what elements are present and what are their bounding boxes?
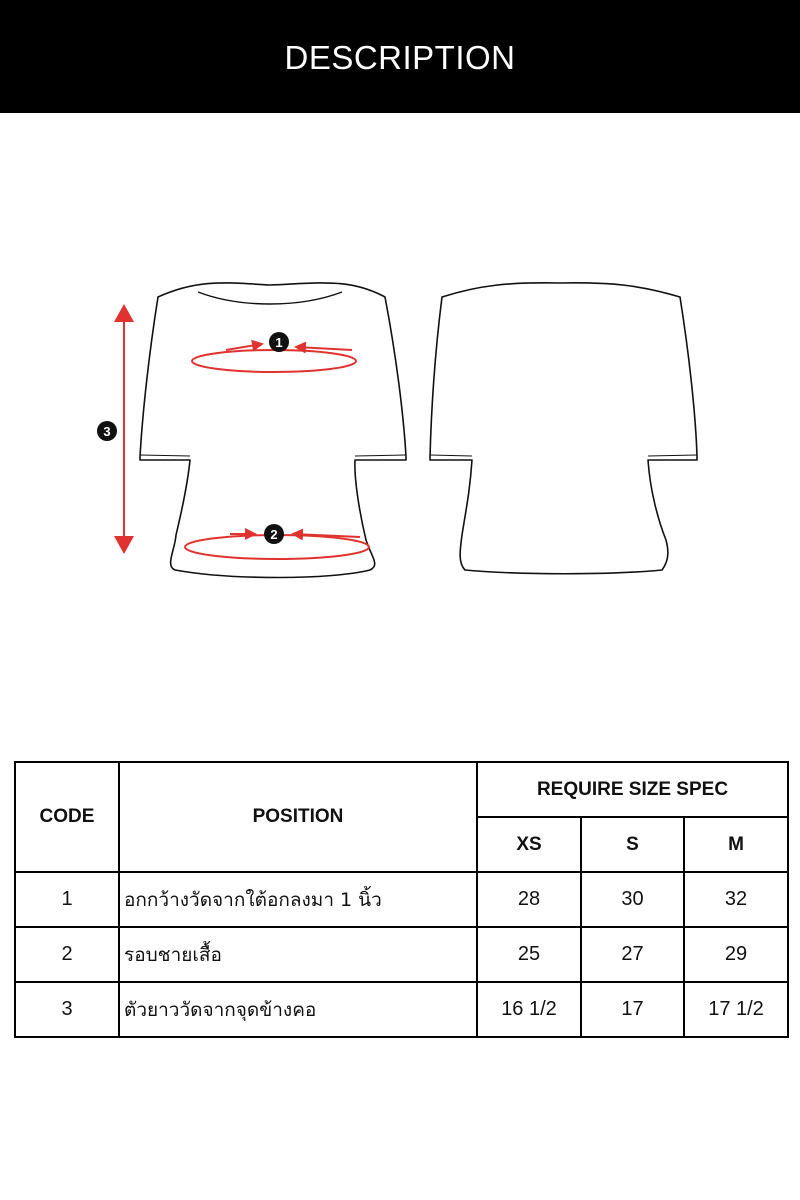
size-spec-table [14,761,789,1038]
shirt-back [430,283,697,574]
row-value-m: 32 [684,872,788,927]
marker-1-label: 1 [275,335,283,350]
garment-diagram [0,270,800,590]
header-size-s: S [581,817,684,872]
row-value-s: 27 [581,927,684,982]
row-position: รอบชายเสื้อ [119,927,477,982]
header-size-spec: REQUIRE SIZE SPEC [477,762,788,817]
page-title: DESCRIPTION [284,38,516,76]
header-code: CODE [15,762,119,872]
row-value-xs: 28 [477,872,581,927]
row-code: 3 [15,982,119,1037]
marker-1 [269,332,289,352]
row-code: 2 [15,927,119,982]
row-value-m: 17 1/2 [684,982,788,1037]
row-value-xs: 16 1/2 [477,982,581,1037]
measure-length [114,304,134,554]
row-value-m: 29 [684,927,788,982]
marker-3 [97,421,117,441]
table-row [15,982,788,1037]
row-code: 1 [15,872,119,927]
header-size-m: M [684,817,788,872]
row-position: อกกว้างวัดจากใต้อกลงมา 1 นิ้ว [119,872,477,927]
row-value-xs: 25 [477,927,581,982]
row-position: ตัวยาววัดจากจุดข้างคอ [119,982,477,1037]
marker-2 [264,524,284,544]
marker-2-label: 2 [270,527,278,542]
row-value-s: 30 [581,872,684,927]
row-value-s: 17 [581,982,684,1037]
header-size-xs: XS [477,817,581,872]
marker-3-label: 3 [103,424,111,439]
table-row [15,927,788,982]
table-row [15,872,788,927]
header-bar [0,0,800,113]
header-position: POSITION [119,762,477,872]
